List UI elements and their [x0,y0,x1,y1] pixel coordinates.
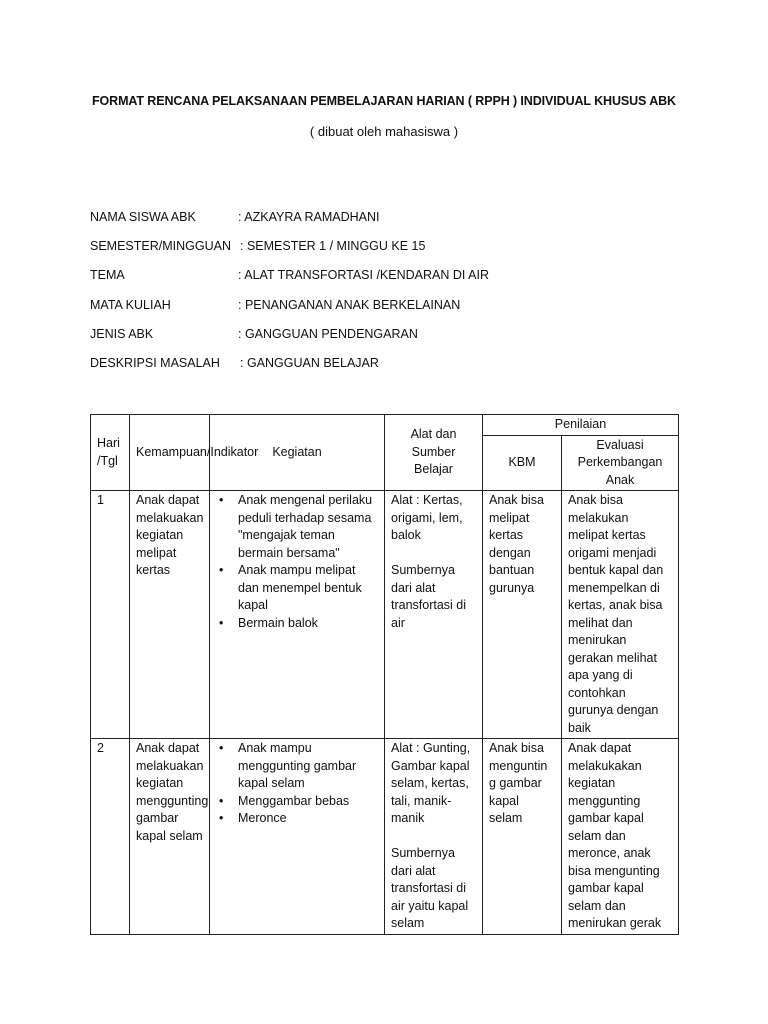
header-penilaian: Penilaian [483,415,679,436]
cell-hari: 1 [91,491,130,739]
kegiatan-list [216,740,378,828]
list-item [219,492,378,562]
cell-kegiatan [210,739,385,935]
header-kemampuan: Kemampuan/Indikator [130,415,210,491]
info-value: : GANGGUAN PENDENGARAN [238,326,418,341]
table-header-row [91,415,679,436]
table-row [91,491,679,739]
info-value: : PENANGANAN ANAK BERKELAINAN [238,297,461,312]
list-item [219,562,378,615]
kegiatan-text: Anak mengenal perilaku peduli terhadap sesama "mengajak teman bermain bersama" [238,493,373,560]
list-item [219,615,378,633]
kegiatan-text: Meronce [238,811,287,825]
info-label: NAMA SISWA ABK [90,210,196,224]
sumber-text: Sumbernya dari alat transfortasi di air [391,563,467,630]
sumber-text: Sumbernya dari alat transfortasi di air yaitu kapal selam [391,846,469,930]
bullet-icon: • [219,615,224,630]
info-value: : SEMESTER 1 / MINGGU KE 15 [240,239,426,254]
info-value: : GANGGUAN BELAJAR [240,355,379,370]
info-row-tema [90,268,489,297]
info-value: : ALAT TRANSFORTASI /KENDARAN DI AIR [238,268,489,283]
table-row [91,739,679,935]
info-row-jenis-abk [90,327,489,356]
document-title: FORMAT RENCANA PELAKSANAAN PEMBELAJARAN HARIAN ( RPPH ) INDIVIDUAL KHUSUS ABK [92,94,676,108]
rpph-table [90,414,679,935]
cell-kemampuan: Anak dapat melakuakan kegiatan melipat kertas [130,491,210,739]
list-item [219,810,378,828]
header-hari: Hari /Tgl [91,415,130,491]
header-kbm: KBM [483,435,562,491]
list-item [219,793,378,811]
kegiatan-text: Bermain balok [238,615,318,630]
bullet-icon: • [219,793,224,808]
info-row-deskripsi [90,356,489,385]
bullet-icon: • [219,563,224,577]
cell-kbm: Anak bisa melipat kertas dengan bantuan gurunya [483,491,562,739]
cell-alat-sumber [385,491,483,739]
cell-kegiatan [210,491,385,739]
document-subtitle: ( dibuat oleh mahasiswa ) [309,124,459,139]
cell-alat-sumber [385,739,483,935]
cell-evaluasi: Anak dapat melakukakan kegiatan menggunting gambar kapal selam dan meronce, anak bisa mengunting gambar kapal selam dan menirukan gerak [562,739,679,935]
bullet-icon: • [219,811,224,825]
cell-evaluasi: Anak bisa melakukan melipat kertas origami menjadi bentuk kapal dan menempelkan di kertas, anak bisa melihat dan menirukan gerakan melihat apa yang di contohkan gurunya dengan baik [562,491,679,739]
kegiatan-text: Menggambar bebas [238,793,350,808]
info-label: MATA KULIAH [90,297,171,312]
info-label: DESKRIPSI MASALAH [90,355,220,370]
list-item [219,740,378,793]
info-label: SEMESTER/MINGGUAN [90,239,231,254]
bullet-icon: • [219,493,224,507]
kegiatan-list [216,492,378,632]
info-value: : AZKAYRA RAMADHANI [238,210,380,224]
info-row-mata-kuliah [90,298,489,327]
cell-kbm: Anak bisa menguntin g gambar kapal selam [483,739,562,935]
header-kegiatan: Kegiatan [210,415,385,491]
kegiatan-text: Anak mampu menggunting gambar kapal selam [238,741,357,790]
kegiatan-text: Anak mampu melipat dan menempel bentuk kapal [238,563,362,612]
info-row-nama [90,210,489,239]
info-label: TEMA [90,268,125,283]
header-alat-sumber: Alat dan Sumber Belajar [385,415,483,491]
student-info [90,210,489,385]
header-evaluasi: Evaluasi Perkembangan Anak [562,435,679,491]
cell-kemampuan: Anak dapat melakuakan kegiatan menggunting gambar kapal selam [130,739,210,935]
cell-hari: 2 [91,739,130,935]
info-label: JENIS ABK [90,326,154,341]
alat-text: Alat : Gunting, Gambar kapal selam, kertas, tali, manik-manik [391,741,471,825]
info-row-semester [90,239,489,268]
bullet-icon: • [219,741,224,755]
alat-text: Alat : Kertas, origami, lem, balok [391,493,463,542]
